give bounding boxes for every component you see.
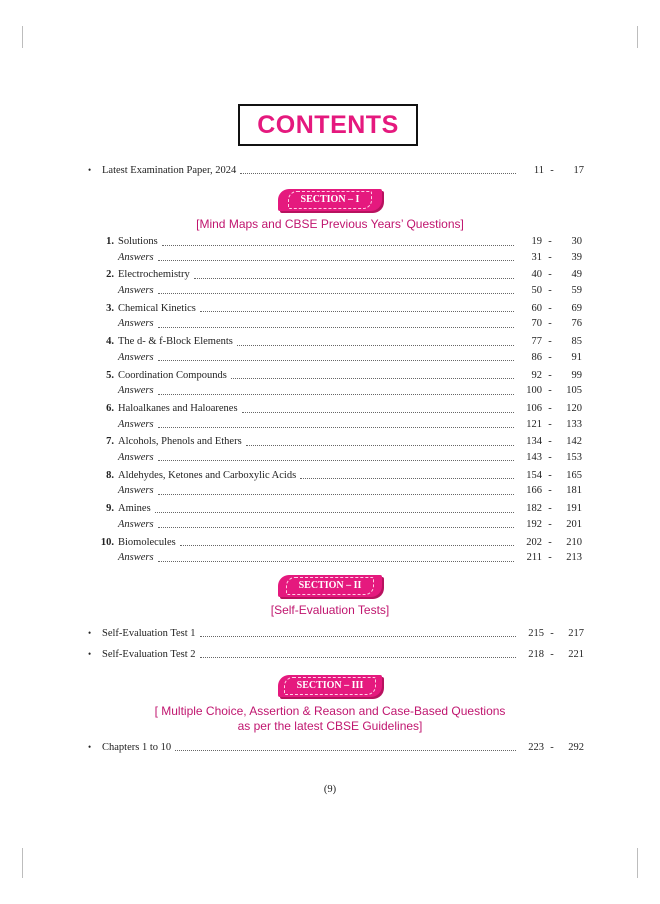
page-number: (9) [323, 784, 337, 795]
section-2-badge: SECTION – II [278, 575, 382, 597]
page-range: 182 - 191 [526, 503, 582, 515]
toc-label: Self-Evaluation Test 2 [102, 649, 196, 660]
toc-label: Latest Examination Paper, 2024 [102, 165, 237, 176]
chapter-row [98, 234, 582, 250]
dot-leader [240, 173, 516, 174]
page-range: 121 - 133 [526, 418, 582, 430]
page-range: 70 - 76 [531, 318, 582, 330]
answers-label: Answers [118, 385, 154, 397]
answers-row [118, 483, 582, 499]
dot-leader [158, 494, 514, 495]
chapter-number: 2. [106, 269, 114, 281]
section-2-subtitle: [Self-Evaluation Tests] [270, 603, 390, 617]
answers-row [118, 450, 582, 466]
answers-label: Answers [118, 552, 154, 564]
dot-leader [162, 245, 514, 246]
dot-leader [158, 260, 514, 261]
chapter-number: 3. [106, 302, 114, 314]
chapter-number: 10. [100, 536, 114, 548]
answers-row [118, 283, 582, 299]
chapter-number: 5. [106, 369, 114, 381]
toc-label: Chapters 1 to 10 [102, 742, 172, 753]
crop-mark [22, 848, 23, 878]
dot-leader [175, 750, 516, 751]
dot-leader [200, 636, 516, 637]
dot-leader [158, 561, 514, 562]
toc-row-chapters-1-10 [88, 739, 584, 755]
chapter-row [98, 535, 582, 551]
page-range: 19 - 30 [531, 236, 582, 247]
answers-row [118, 417, 582, 433]
chapter-number: 6. [106, 403, 114, 414]
chapter-title: The d- & f-Block Elements [118, 336, 233, 348]
toc-label: Self-Evaluation Test 1 [102, 628, 196, 639]
page-range: 92 - 99 [531, 369, 582, 381]
crop-mark [637, 26, 638, 48]
page-range: 166 - 181 [526, 485, 582, 497]
chapter-row [98, 334, 582, 350]
dot-leader [231, 378, 514, 379]
section-1-subtitle: [Mind Maps and CBSE Previous Years’ Questions] [196, 217, 464, 231]
bullet-icon: • [88, 628, 92, 638]
chapter-title: Chemical Kinetics [118, 302, 196, 314]
dot-leader [200, 311, 514, 312]
answers-row [118, 350, 582, 366]
answers-label: Answers [118, 518, 154, 530]
page-range: 60 - 69 [531, 302, 582, 314]
toc-row-self-eval-2 [88, 646, 584, 662]
dot-leader [158, 394, 514, 395]
dot-leader [158, 427, 514, 428]
bullet-icon: • [88, 165, 92, 175]
crop-mark [22, 26, 23, 48]
chapter-row [98, 301, 582, 317]
dot-leader [300, 478, 514, 479]
chapter-row [98, 401, 582, 417]
chapter-title: Alcohols, Phenols and Ethers [118, 436, 242, 448]
page-range: 202 - 210 [526, 536, 582, 548]
chapter-title: Haloalkanes and Haloarenes [118, 403, 238, 414]
dot-leader [158, 293, 514, 294]
dot-leader [155, 512, 514, 513]
chapter-number: 4. [106, 336, 114, 348]
dot-leader [200, 657, 516, 658]
page-range: 192 - 201 [526, 518, 582, 530]
chapter-title: Aldehydes, Ketones and Carboxylic Acids [118, 469, 297, 481]
section-1-badge: SECTION – I [278, 189, 382, 211]
chapter-title: Electrochemistry [118, 269, 190, 281]
answers-label: Answers [118, 485, 154, 497]
bullet-icon: • [88, 649, 92, 659]
bullet-icon: • [88, 742, 92, 752]
dot-leader [242, 412, 514, 413]
dot-leader [237, 345, 514, 346]
chapter-row [98, 468, 582, 484]
chapter-number: 1. [106, 236, 114, 247]
chapter-title: Amines [118, 503, 151, 515]
chapter-title: Solutions [118, 236, 158, 247]
page-range: 11 - 17 [533, 165, 584, 176]
toc-row-latest-paper [88, 162, 584, 178]
chapter-number: 8. [106, 469, 114, 481]
answers-label: Answers [118, 251, 154, 263]
contents-title-box [238, 104, 418, 146]
chapter-number: 7. [106, 436, 114, 448]
dot-leader [194, 278, 514, 279]
page-range: 40 - 49 [531, 269, 582, 281]
dot-leader [180, 545, 514, 546]
chapter-row [98, 267, 582, 283]
section-3-badge: SECTION – III [278, 675, 382, 697]
answers-row [118, 383, 582, 399]
page-range: 154 - 165 [526, 469, 582, 481]
chapter-row [98, 434, 582, 450]
page-range: 86 - 91 [531, 351, 582, 363]
dot-leader [158, 527, 514, 528]
answers-label: Answers [118, 318, 154, 330]
page-range: 77 - 85 [531, 336, 582, 348]
answers-row [118, 550, 582, 566]
chapter-number: 9. [106, 503, 114, 515]
answers-row [118, 517, 582, 533]
page-range: 50 - 59 [531, 284, 582, 296]
page-range: 223 - 292 [528, 742, 584, 753]
dot-leader [158, 327, 514, 328]
answers-label: Answers [118, 351, 154, 363]
answers-label: Answers [118, 451, 154, 463]
dot-leader [158, 460, 514, 461]
section-3-subtitle-line2: as per the latest CBSE Guidelines] [237, 719, 423, 733]
answers-label: Answers [118, 418, 154, 430]
chapter-title: Biomolecules [118, 536, 176, 548]
page-range: 215 - 217 [528, 628, 584, 639]
page-range: 31 - 39 [531, 251, 582, 263]
page-title: CONTENTS [257, 110, 399, 139]
dot-leader [246, 445, 514, 446]
page-range: 106 - 120 [526, 403, 582, 414]
dot-leader [158, 360, 514, 361]
chapter-row [98, 368, 582, 384]
page-range: 100 - 105 [526, 385, 582, 397]
section-3-subtitle-line1: [ Multiple Choice, Assertion & Reason and Case-Based Questions [154, 704, 506, 718]
crop-mark [637, 848, 638, 878]
toc-row-self-eval-1 [88, 625, 584, 641]
chapter-row [98, 501, 582, 517]
chapter-title: Coordination Compounds [118, 369, 227, 381]
answers-row [118, 316, 582, 332]
page-range: 134 - 142 [526, 436, 582, 448]
page-range: 143 - 153 [526, 451, 582, 463]
page-range: 211 - 213 [526, 552, 582, 564]
answers-label: Answers [118, 284, 154, 296]
page-range: 218 - 221 [528, 649, 584, 660]
answers-row [118, 250, 582, 266]
